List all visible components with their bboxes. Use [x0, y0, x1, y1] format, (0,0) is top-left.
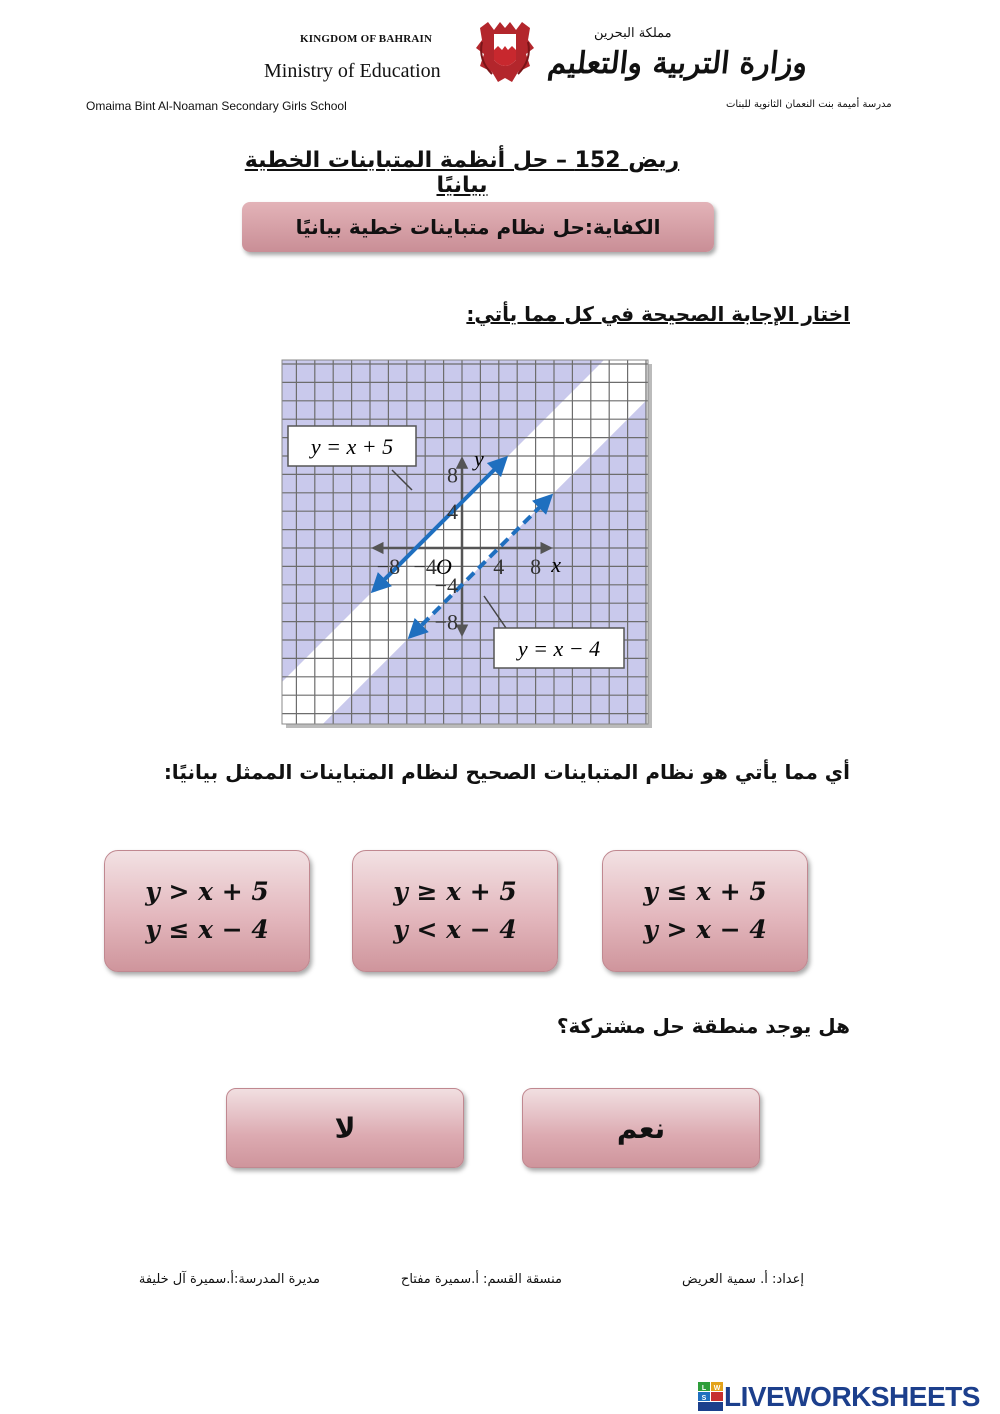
- option-c-line1: y ≤ x + 5: [643, 877, 767, 906]
- question-1: أي مما يأتي هو نظام المتباينات الصحيح لنظام المتباينات الممثل بيانيًا:: [163, 760, 850, 784]
- option-b-line1: y ≥ x + 5: [393, 877, 517, 906]
- answer-yes-label: نعم: [616, 1111, 666, 1145]
- y-axis-label: y: [474, 446, 484, 472]
- school-name-en: Omaima Bint Al-Noaman Secondary Girls School: [86, 99, 347, 113]
- question-2: هل يوجد منطقة حل مشتركة؟: [556, 1014, 850, 1038]
- line2-label: y = x − 4: [517, 636, 601, 661]
- line1-label: y = x + 5: [310, 434, 394, 459]
- bahrain-crest-icon: [474, 20, 536, 90]
- x-tick-label: 4: [493, 554, 505, 579]
- liveworksheets-logo: [698, 1381, 980, 1413]
- option-a-line1: y > x + 5: [145, 877, 269, 906]
- lesson-title: ريض 152 – حل أنظمة المتباينات الخطية بيانيًا: [244, 148, 680, 198]
- option-a-line2: y ≤ x − 4: [145, 915, 269, 944]
- answer-yes-button[interactable]: [522, 1088, 760, 1168]
- option-a-button[interactable]: [104, 850, 310, 972]
- option-c-line2: y > x − 4: [643, 915, 767, 944]
- competency-box: [242, 202, 714, 252]
- liveworksheets-text: LIVEWORKSHEETS: [724, 1381, 980, 1412]
- liveworksheets-icon: [698, 1382, 724, 1412]
- y-tick-label: 8: [447, 462, 458, 488]
- kingdom-ar: مملكة البحرين: [594, 26, 672, 41]
- y-tick-label: −4: [434, 572, 458, 598]
- origin-label: O: [436, 554, 452, 579]
- answer-no-button[interactable]: [226, 1088, 464, 1168]
- inequality-graph: [280, 358, 660, 734]
- svg-text:L: L: [701, 1385, 707, 1392]
- kingdom-en: KINGDOM OF BAHRAIN: [300, 33, 433, 45]
- footer-principal: مديرة المدرسة:أ.سميرة آل خليفة: [138, 1272, 320, 1287]
- option-b-line2: y < x − 4: [393, 915, 517, 944]
- y-tick-label: −8: [434, 609, 458, 635]
- x-tick-label: −8: [376, 554, 401, 579]
- y-tick-label: 4: [447, 499, 458, 525]
- x-tick-label: 8: [530, 554, 542, 579]
- option-b-button[interactable]: [352, 850, 558, 972]
- ministry-en: Ministry of Education: [264, 60, 441, 82]
- footer-prepared-by: إعداد: أ. سمية العريض: [682, 1272, 804, 1287]
- answer-no-label: لا: [334, 1111, 356, 1145]
- school-name-ar: مدرسة أميمة بنت النعمان الثانوية للبنات: [726, 99, 892, 110]
- instruction: اختار الإجابة الصحيحة في كل مما يأتي:: [466, 302, 850, 326]
- competency-text: الكفاية:حل نظام متباينات خطية بيانيًا: [295, 215, 661, 239]
- footer-coordinator: منسقة القسم: أ.سميرة مفتاح: [400, 1272, 562, 1287]
- x-tick-label: −4: [413, 554, 437, 579]
- ministry-ar: وزارة التربية والتعليم: [546, 46, 810, 81]
- option-c-button[interactable]: [602, 850, 808, 972]
- svg-text:W: W: [713, 1385, 721, 1392]
- svg-text:S: S: [701, 1395, 707, 1402]
- x-axis-label: x: [551, 552, 562, 577]
